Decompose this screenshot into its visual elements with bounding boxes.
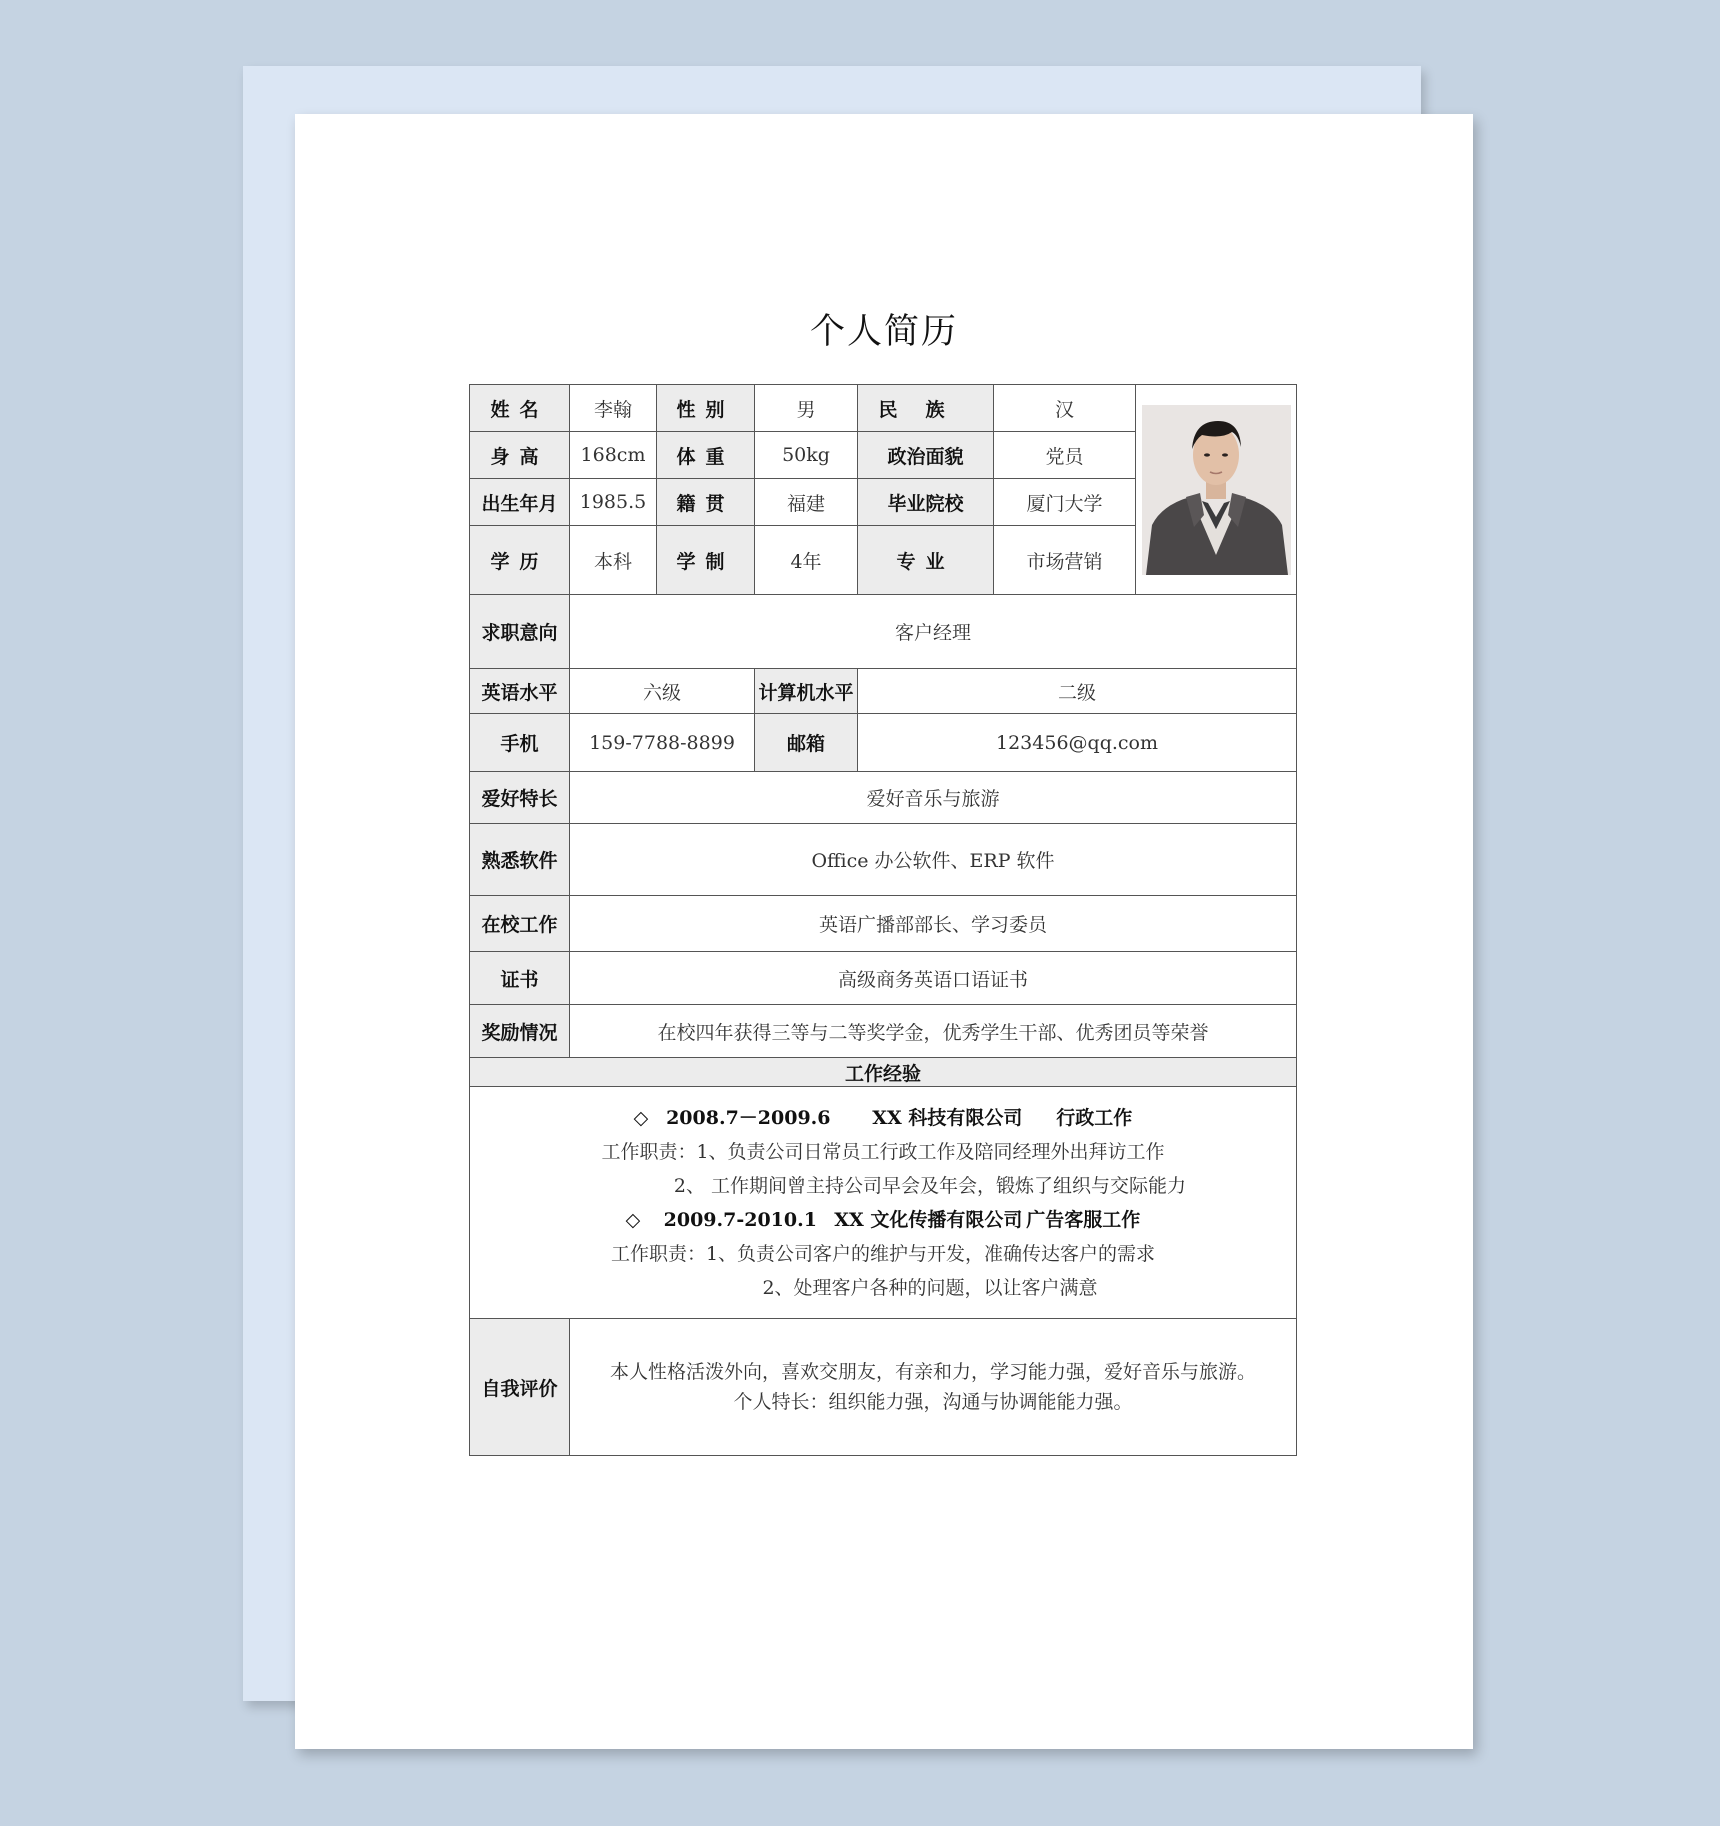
- table-row: [470, 714, 1297, 772]
- table-row: [470, 896, 1297, 952]
- job-1-company: XX 科技有限公司: [872, 1106, 1023, 1129]
- ethnicity-value: 汉: [994, 385, 1136, 432]
- native-value: 福建: [755, 479, 858, 526]
- ethnicity-label: 民族: [858, 385, 994, 432]
- certificate-label: 证书: [470, 952, 570, 1005]
- job-2-period: 2009.7-2010.1: [663, 1208, 817, 1231]
- duration-label: 学制: [657, 526, 755, 595]
- duration-value: 4年: [755, 526, 858, 595]
- resume-table: [469, 384, 1297, 1456]
- self-eval-label: 自我评价: [470, 1319, 570, 1456]
- table-row: [470, 772, 1297, 824]
- school-value: 厦门大学: [994, 479, 1136, 526]
- self-eval-line-1: 本人性格活泼外向，喜欢交朋友，有亲和力，学习能力强，爱好音乐与旅游。: [609, 1361, 1256, 1383]
- phone-label: 手机: [470, 714, 570, 772]
- job-2-duty-2: 2、处理客户各种的问题，以让客户满意: [762, 1276, 1098, 1299]
- table-row: [470, 1319, 1297, 1456]
- job-1-duty-1: [476, 1135, 1290, 1169]
- campus-label: 在校工作: [470, 896, 570, 952]
- certificate-value: 高级商务英语口语证书: [570, 952, 1297, 1005]
- job-1-duty-1-text: 1、负责公司日常员工行政工作及陪同经理外出拜访工作: [696, 1140, 1165, 1163]
- table-row: [470, 1087, 1297, 1319]
- name-label: 姓名: [470, 385, 570, 432]
- table-row: [470, 385, 1297, 432]
- email-value: 123456@qq.com: [858, 714, 1297, 772]
- degree-value: 本科: [570, 526, 657, 595]
- major-label: 专业: [858, 526, 994, 595]
- job-1-duties-label: 工作职责：: [601, 1140, 697, 1163]
- job-2-duties-label: 工作职责：: [610, 1242, 706, 1265]
- job-2-position: 广告客服工作: [1026, 1208, 1141, 1231]
- table-row: [470, 952, 1297, 1005]
- job-2-company: XX 文化传播有限公司: [834, 1208, 1023, 1231]
- degree-label: 学历: [470, 526, 570, 595]
- job-2-header: [476, 1203, 1290, 1237]
- table-row: [470, 1005, 1297, 1058]
- profile-photo: [1142, 405, 1291, 575]
- job-1-duty-2: 2、 工作期间曾主持公司早会及年会，锻炼了组织与交际能力: [673, 1174, 1187, 1197]
- table-row: [470, 595, 1297, 669]
- height-label: 身高: [470, 432, 570, 479]
- objective-value: 客户经理: [570, 595, 1297, 669]
- self-eval-content: [570, 1319, 1297, 1456]
- software-label: 熟悉软件: [470, 824, 570, 896]
- self-eval-line-2: 个人特长：组织能力强，沟通与协调能能力强。: [733, 1391, 1133, 1413]
- avatar: [1142, 405, 1291, 575]
- weight-label: 体重: [657, 432, 755, 479]
- height-value: 168cm: [570, 432, 657, 479]
- name-value: 李翰: [570, 385, 657, 432]
- software-value: Office 办公软件、ERP 软件: [570, 824, 1297, 896]
- gender-label: 性别: [657, 385, 755, 432]
- table-row: [470, 669, 1297, 714]
- job-1-header: [476, 1101, 1290, 1135]
- awards-value: 在校四年获得三等与二等奖学金，优秀学生干部、优秀团员等荣誉: [570, 1005, 1297, 1058]
- job-1-period: 2008.7－2009.6: [666, 1106, 831, 1129]
- diamond-icon: ◇: [633, 1106, 649, 1129]
- political-label: 政治面貌: [858, 432, 994, 479]
- job-2-duty-1: [476, 1237, 1290, 1271]
- political-value: 党员: [994, 432, 1136, 479]
- job-1-position: 行政工作: [1056, 1106, 1133, 1129]
- work-experience-content: [470, 1087, 1297, 1319]
- work-experience-header: 工作经验: [470, 1058, 1297, 1087]
- birth-label: 出生年月: [470, 479, 570, 526]
- objective-label: 求职意向: [470, 595, 570, 669]
- gender-value: 男: [755, 385, 858, 432]
- page-title: 个人简历: [809, 312, 958, 352]
- computer-value: 二级: [858, 669, 1297, 714]
- computer-label: 计算机水平: [755, 669, 858, 714]
- english-label: 英语水平: [470, 669, 570, 714]
- resume-page: [295, 114, 1473, 1749]
- hobbies-value: 爱好音乐与旅游: [570, 772, 1297, 824]
- diamond-icon: ◇: [625, 1208, 641, 1231]
- hobbies-label: 爱好特长: [470, 772, 570, 824]
- school-label: 毕业院校: [858, 479, 994, 526]
- major-value: 市场营销: [994, 526, 1136, 595]
- photo-cell: [1136, 385, 1297, 595]
- campus-value: 英语广播部部长、学习委员: [570, 896, 1297, 952]
- weight-value: 50kg: [755, 432, 858, 479]
- native-label: 籍贯: [657, 479, 755, 526]
- table-row: [470, 824, 1297, 896]
- table-row: [470, 1058, 1297, 1087]
- awards-label: 奖励情况: [470, 1005, 570, 1058]
- email-label: 邮箱: [755, 714, 858, 772]
- phone-value: 159-7788-8899: [570, 714, 755, 772]
- english-value: 六级: [570, 669, 755, 714]
- birth-value: 1985.5: [570, 479, 657, 526]
- job-2-duty-1-text: 1、负责公司客户的维护与开发，准确传达客户的需求: [705, 1242, 1156, 1265]
